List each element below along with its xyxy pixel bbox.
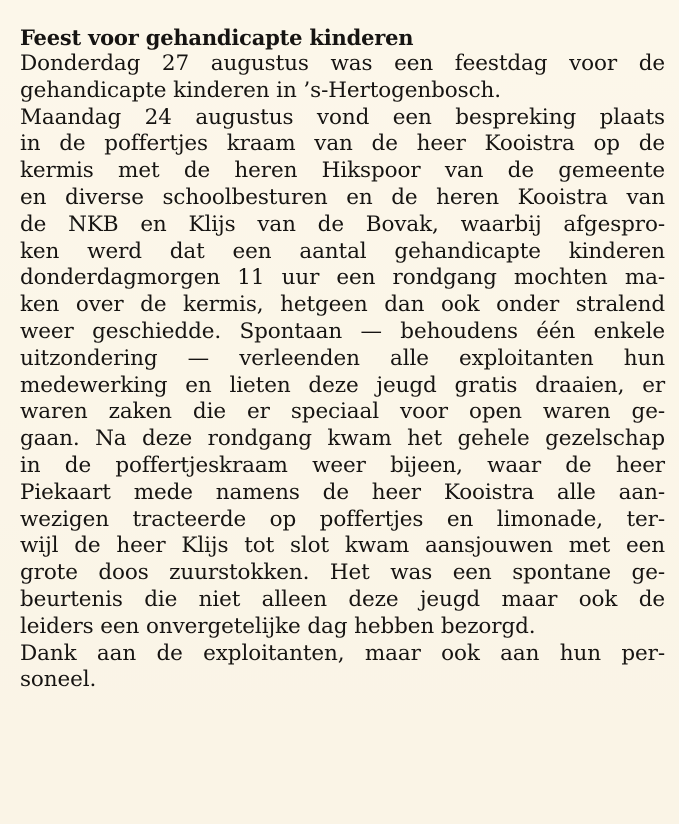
text-line: donderdagmorgen 11 uur een rondgang mochten ma-	[20, 265, 665, 291]
text-line: Maandag 24 augustus vond een bespreking plaats	[20, 104, 665, 130]
text-line: Donderdag 27 augustus was een feestdag voor de	[20, 51, 665, 76]
text-line: gaan. Na deze rondgang kwam het gehele gezelschap	[20, 426, 665, 452]
text-line: weer geschiedde. Spontaan — behoudens één enkele	[20, 318, 665, 344]
text-line: ken over de kermis, hetgeen dan ook onder stralend	[20, 292, 665, 318]
article	[20, 24, 665, 694]
text-line: grote doos zuurstokken. Het was een spontane ge-	[20, 560, 665, 586]
article-paragraph	[20, 641, 665, 695]
article-body	[20, 51, 665, 694]
text-line: en diverse schoolbesturen en de heren Kooistra van	[20, 184, 665, 210]
text-line: uitzondering — verleenden alle exploitanten hun	[20, 345, 665, 371]
text-line: medewerking en lieten deze jeugd gratis draaien, er	[20, 372, 665, 398]
article-paragraph	[20, 105, 665, 641]
text-line: gehandicapte kinderen in ’s-Hertogenbosch.	[20, 77, 501, 103]
article-title: Feest voor gehandicapte kinderen	[20, 25, 414, 50]
text-line: ken werd dat een aantal gehandicapte kinderen	[20, 238, 665, 264]
text-line: kermis met de heren Hikspoor van de gemeente	[20, 158, 665, 184]
text-line: leiders een onvergetelijke dag hebben bezorgd.	[20, 613, 536, 639]
text-line: de NKB en Klijs van de Bovak, waarbij afgespro-	[20, 211, 665, 237]
text-line: waren zaken die er speciaal voor open waren ge-	[20, 399, 665, 425]
text-line: wezigen tracteerde op poffertjes en limonade, ter-	[20, 506, 665, 532]
text-line: Dank aan de exploitanten, maar ook aan hun per-	[20, 640, 665, 666]
text-line: wijl de heer Klijs tot slot kwam aansjouwen met een	[20, 533, 665, 559]
text-line: in de poffertjeskraam weer bijeen, waar de heer	[20, 452, 665, 478]
text-line: Piekaart mede namens de heer Kooistra alle aan-	[20, 479, 665, 505]
article-paragraph	[20, 51, 665, 105]
text-line: beurtenis die niet alleen deze jeugd maar ook de	[20, 586, 665, 612]
text-line: in de poffertjes kraam van de heer Kooistra op de	[20, 131, 665, 157]
text-line: soneel.	[20, 667, 97, 693]
